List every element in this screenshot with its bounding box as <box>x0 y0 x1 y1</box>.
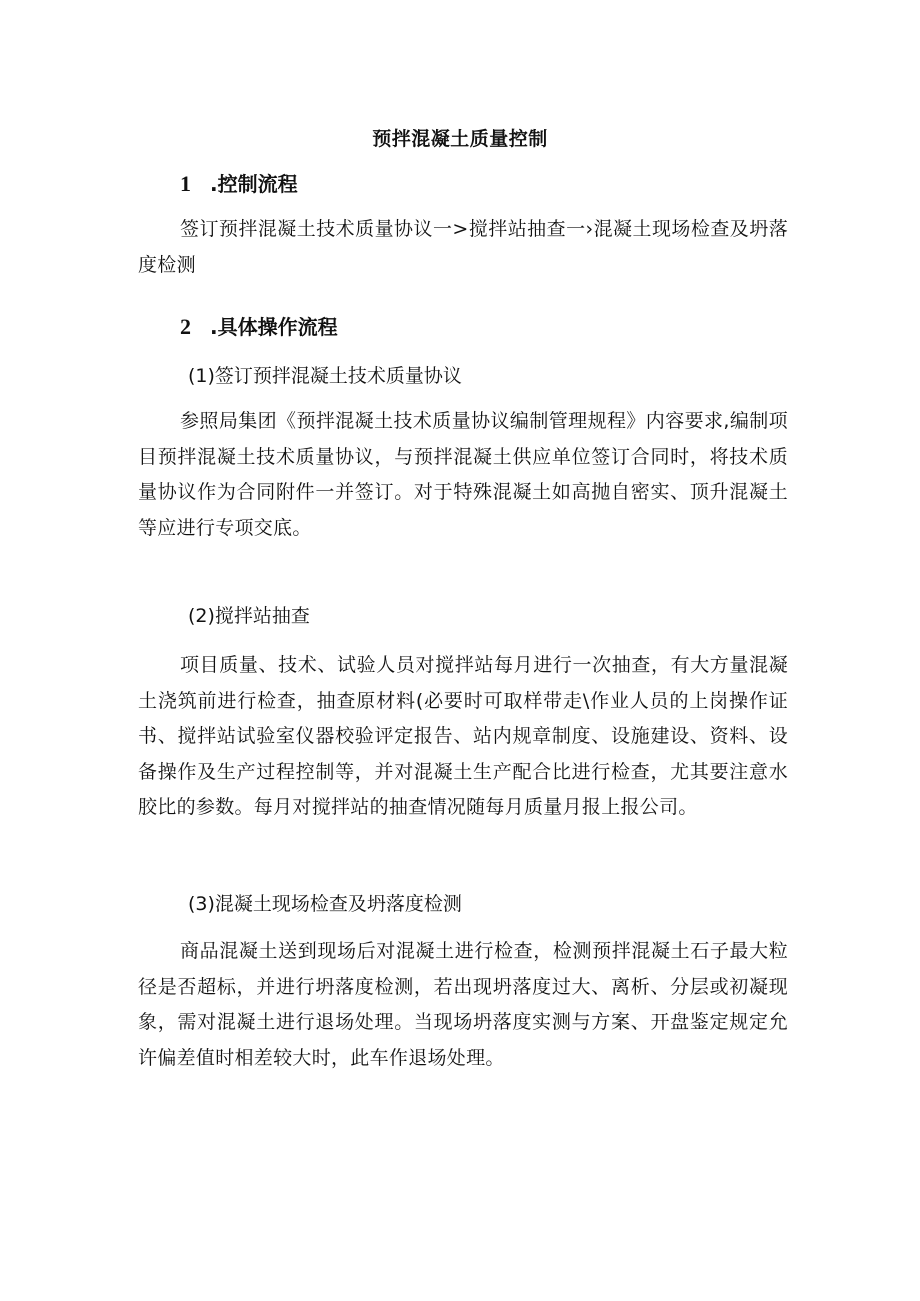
section-1-heading: 1 .控制流程 <box>180 171 298 196</box>
subsection-1-text: 参照局集团《预拌混凝土技术质量协议编制管理规程》内容要求,编制项目预拌混凝土技术质量协议，与预拌混凝土供应单位签订合同时，将技术质量协议作为合同附件一并签订。对于特殊混凝土如高抛自密实、顶升混凝土等应进行专项交底。 <box>138 410 788 539</box>
section-1-text: 签订预拌混凝土技术质量协议一>搅拌站抽查一›混凝土现场检查及坍落度检测 <box>138 218 788 276</box>
section-2-heading: 2 .具体操作流程 <box>180 314 338 339</box>
subsection-1-heading: (1)签订预拌混凝土技术质量协议 <box>188 365 462 387</box>
section-1-number: 1 <box>180 171 191 196</box>
document-title: 预拌混凝土质量控制 <box>372 128 548 150</box>
subsection-3-heading: (3)混凝土现场检查及坍落度检测 <box>188 893 462 915</box>
subsection-2-text: 项目质量、技术、试验人员对搅拌站每月进行一次抽查，有大方量混凝土浇筑前进行检查，抽查原材料(必要时可取样带走\作业人员的上岗操作证书、搅拌站试验室仪器校验评定报告、站内规章制度、设施建设、资料、设备操作及生产过程控制等，并对混凝土生产配合比进行检查，尤其要注意水胶比的参数。每月对搅拌站的抽查情况随每月质量月报上报公司。 <box>138 654 788 818</box>
section-2-number: 2 <box>180 314 191 339</box>
subsection-3-text: 商品混凝土送到现场后对混凝土进行检查，检测预拌混凝土石子最大粒径是否超标，并进行坍落度检测，若出现坍落度过大、离析、分层或初凝现象，需对混凝土进行退场处理。当现场坍落度实测与方案、开盘鉴定规定允许偏差值时相差较大时，此车作退场处理。 <box>138 940 788 1069</box>
section-1-title: 控制流程 <box>217 172 298 196</box>
subsection-2-heading: (2)搅拌站抽查 <box>188 605 310 627</box>
section-2-title: 具体操作流程 <box>217 315 338 339</box>
